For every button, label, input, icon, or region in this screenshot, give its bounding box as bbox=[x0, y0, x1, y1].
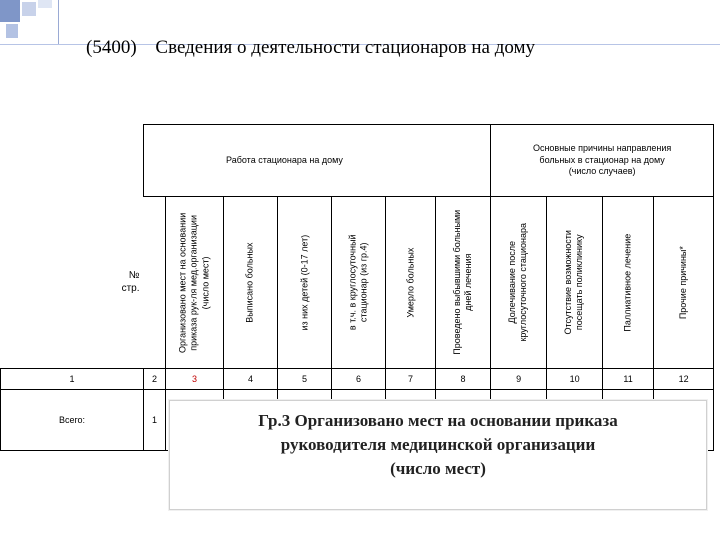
callout-line: Гр.3 Организовано мест на основании приказа bbox=[258, 411, 618, 430]
corner-cell bbox=[1, 125, 144, 197]
row-label: Всего: bbox=[1, 390, 144, 451]
header-line: Отсутствие возможности bbox=[563, 230, 574, 335]
title-text: Сведения о деятельности стационаров на дому bbox=[155, 37, 536, 58]
header-col-5 bbox=[278, 197, 332, 369]
page-title bbox=[86, 37, 535, 59]
column-number: 2 bbox=[144, 369, 166, 390]
group-header-work-label: Работа стационара на дому bbox=[226, 154, 343, 165]
header-col-11 bbox=[603, 197, 654, 369]
header-line: Умерло больных bbox=[404, 247, 415, 318]
column-number: 6 bbox=[332, 369, 386, 390]
header-line: из них детей (0-17 лет) bbox=[298, 234, 309, 331]
header-col-2 bbox=[144, 197, 166, 369]
column-number: 11 bbox=[603, 369, 654, 390]
column-number: 4 bbox=[224, 369, 278, 390]
header-line: посещать поликлинику bbox=[574, 234, 585, 331]
column-number: 5 bbox=[278, 369, 332, 390]
corner-decoration bbox=[6, 24, 18, 38]
header-line: Паллиативное лечение bbox=[622, 233, 633, 332]
callout-line: руководителя медицинской организации bbox=[280, 435, 596, 454]
decorative-line bbox=[58, 0, 59, 44]
header-col-8 bbox=[436, 197, 491, 369]
header-line: приказа рук-ля мед.организации bbox=[188, 214, 199, 351]
header-col-7 bbox=[386, 197, 436, 369]
header-line: дней лечения bbox=[463, 253, 474, 312]
header-line: Прочие причины* bbox=[677, 245, 688, 320]
group-header-reasons-line: Основные причины направления bbox=[532, 142, 672, 153]
form-code: (5400) bbox=[86, 37, 137, 58]
header-col-10 bbox=[547, 197, 603, 369]
column-number: 12 bbox=[654, 369, 714, 390]
header-line: Организовано мест на основании bbox=[177, 212, 188, 353]
header-line: Выписано больных bbox=[244, 242, 255, 323]
corner-decoration bbox=[0, 0, 20, 22]
group-header-reasons bbox=[491, 125, 714, 197]
callout-line: (число мест) bbox=[390, 459, 486, 478]
row-number-header: стр. bbox=[121, 283, 140, 295]
corner-decoration bbox=[38, 0, 52, 8]
header-line: круглосуточного стационара bbox=[518, 223, 529, 342]
blank-header-cell bbox=[1, 197, 144, 369]
column-number: 1 bbox=[1, 369, 144, 390]
header-line: стационар (из гр.4) bbox=[358, 242, 369, 323]
group-header-reasons-line: больных в стационар на дому bbox=[539, 154, 665, 165]
column-number: 10 bbox=[547, 369, 603, 390]
column-number: 8 bbox=[436, 369, 491, 390]
row-line-number: 1 bbox=[144, 390, 166, 451]
row-number-header: № bbox=[128, 270, 140, 282]
header-line: в т.ч. в круглосуточный bbox=[347, 234, 358, 331]
header-col-6 bbox=[332, 197, 386, 369]
column-number: 9 bbox=[491, 369, 547, 390]
explanation-callout bbox=[169, 400, 707, 510]
header-col-12 bbox=[654, 197, 714, 369]
header-line: Долечивание после bbox=[507, 241, 518, 324]
header-line: (число мест) bbox=[200, 256, 211, 309]
corner-decoration bbox=[22, 2, 36, 16]
header-line: Проведено выбывшими больными bbox=[451, 210, 462, 355]
column-number: 7 bbox=[386, 369, 436, 390]
header-col-3 bbox=[166, 197, 224, 369]
group-header-reasons-line: (число случаев) bbox=[568, 166, 636, 177]
group-header-work bbox=[144, 125, 491, 197]
column-number: 3 bbox=[166, 369, 224, 390]
header-col-9 bbox=[491, 197, 547, 369]
header-col-4 bbox=[224, 197, 278, 369]
